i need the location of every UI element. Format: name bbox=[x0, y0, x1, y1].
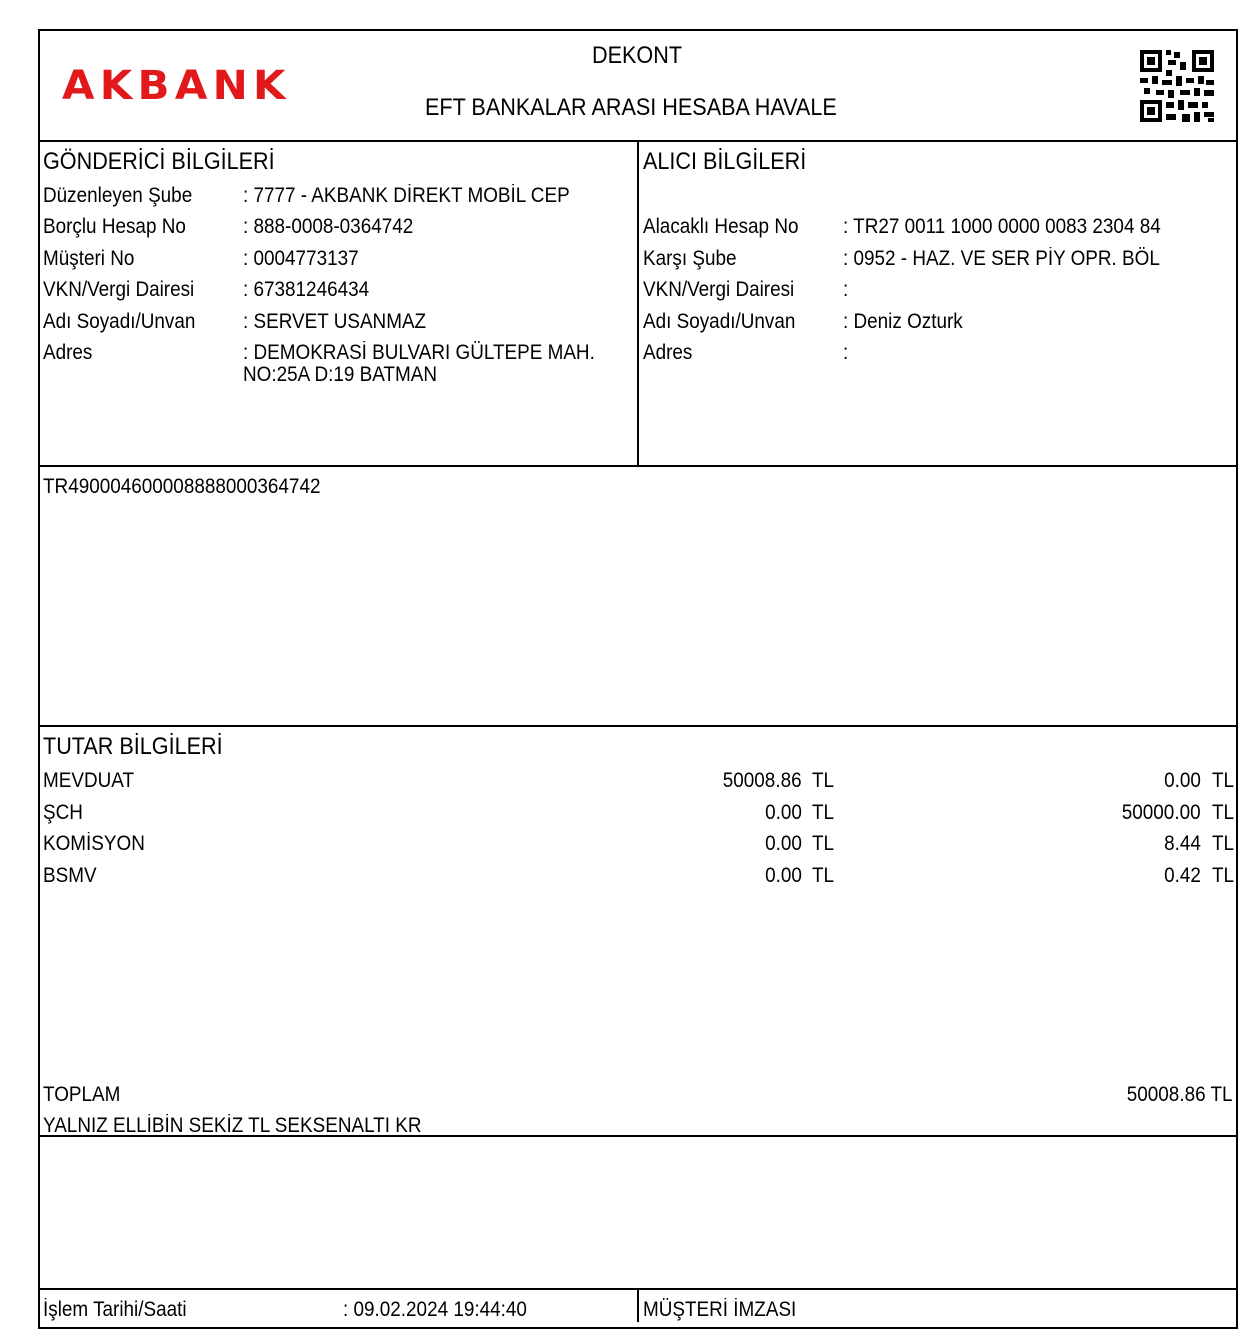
datetime-label: İşlem Tarihi/Saati bbox=[43, 1298, 187, 1321]
qr-code-icon bbox=[1140, 50, 1214, 122]
sender-label: Müşteri No bbox=[43, 247, 135, 270]
receiver-value: : bbox=[843, 278, 849, 301]
divider bbox=[38, 725, 1238, 727]
receiver-label: Karşı Şube bbox=[643, 247, 737, 270]
datetime-value: : 09.02.2024 19:44:40 bbox=[343, 1298, 527, 1321]
amount-credit: 0.00 bbox=[1164, 769, 1201, 792]
receiver-label: Adı Soyadı/Unvan bbox=[643, 310, 796, 333]
amount-debit: 0.00 bbox=[765, 832, 802, 855]
amount-label: MEVDUAT bbox=[43, 769, 135, 792]
sender-value: : 7777 - AKBANK DİREKT MOBİL CEP bbox=[243, 184, 570, 207]
receiver-label: Alacaklı Hesap No bbox=[643, 215, 799, 238]
sender-value: : SERVET USANMAZ bbox=[243, 310, 427, 333]
receiver-value: : Deniz Ozturk bbox=[843, 310, 963, 333]
document-title: DEKONT bbox=[592, 42, 683, 69]
sender-address-line1: : DEMOKRASİ BULVARI GÜLTEPE MAH. bbox=[243, 341, 595, 364]
sender-value: : 67381246434 bbox=[243, 278, 370, 301]
document-subtitle: EFT BANKALAR ARASI HESABA HAVALE bbox=[425, 94, 837, 121]
receiver-label: VKN/Vergi Dairesi bbox=[643, 278, 795, 301]
sender-heading: GÖNDERİCİ BİLGİLERİ bbox=[43, 148, 275, 175]
amount-currency: TL bbox=[812, 801, 835, 824]
amount-debit: 0.00 bbox=[765, 864, 802, 887]
bank-logo: AKBANK bbox=[62, 63, 291, 109]
sender-address-line2: NO:25A D:19 BATMAN bbox=[243, 363, 437, 386]
amount-currency: TL bbox=[1212, 864, 1235, 887]
amount-credit: 0.42 bbox=[1164, 864, 1201, 887]
sender-label: Adres bbox=[43, 341, 93, 364]
signature-label: MÜŞTERİ İMZASI bbox=[643, 1298, 797, 1321]
receiver-heading: ALICI BİLGİLERİ bbox=[643, 148, 807, 175]
amount-currency: TL bbox=[1212, 801, 1235, 824]
amount-currency: TL bbox=[812, 864, 835, 887]
receiver-value: : TR27 0011 1000 0000 0083 2304 84 bbox=[843, 215, 1161, 238]
amount-currency: TL bbox=[812, 769, 835, 792]
sender-label: Borçlu Hesap No bbox=[43, 215, 186, 238]
amount-currency: TL bbox=[812, 832, 835, 855]
amount-credit: 8.44 bbox=[1164, 832, 1201, 855]
sender-label: VKN/Vergi Dairesi bbox=[43, 278, 195, 301]
column-divider bbox=[637, 141, 639, 466]
column-divider bbox=[637, 1289, 639, 1322]
amount-label: BSMV bbox=[43, 864, 97, 887]
receiver-value: : bbox=[843, 341, 849, 364]
amount-debit: 50008.86 bbox=[723, 769, 802, 792]
sender-label: Düzenleyen Şube bbox=[43, 184, 193, 207]
total-value: 50008.86 TL bbox=[1127, 1083, 1233, 1106]
amount-currency: TL bbox=[1212, 832, 1235, 855]
sender-value: : 888-0008-0364742 bbox=[243, 215, 414, 238]
amount-label: ŞCH bbox=[43, 801, 83, 824]
sender-value: : 0004773137 bbox=[243, 247, 359, 270]
amount-in-words: YALNIZ ELLİBİN SEKİZ TL SEKSENALTI KR bbox=[43, 1114, 422, 1137]
amount-label: KOMİSYON bbox=[43, 832, 145, 855]
amount-credit: 50000.00 bbox=[1122, 801, 1201, 824]
amounts-heading: TUTAR BİLGİLERİ bbox=[43, 733, 223, 760]
receiver-label: Adres bbox=[643, 341, 693, 364]
sender-iban: TR490004600008888000364742 bbox=[43, 475, 321, 498]
receiver-value: : 0952 - HAZ. VE SER PİY OPR. BÖL bbox=[843, 247, 1160, 270]
sender-label: Adı Soyadı/Unvan bbox=[43, 310, 196, 333]
amount-debit: 0.00 bbox=[765, 801, 802, 824]
amount-currency: TL bbox=[1212, 769, 1235, 792]
total-label: TOPLAM bbox=[43, 1083, 121, 1106]
